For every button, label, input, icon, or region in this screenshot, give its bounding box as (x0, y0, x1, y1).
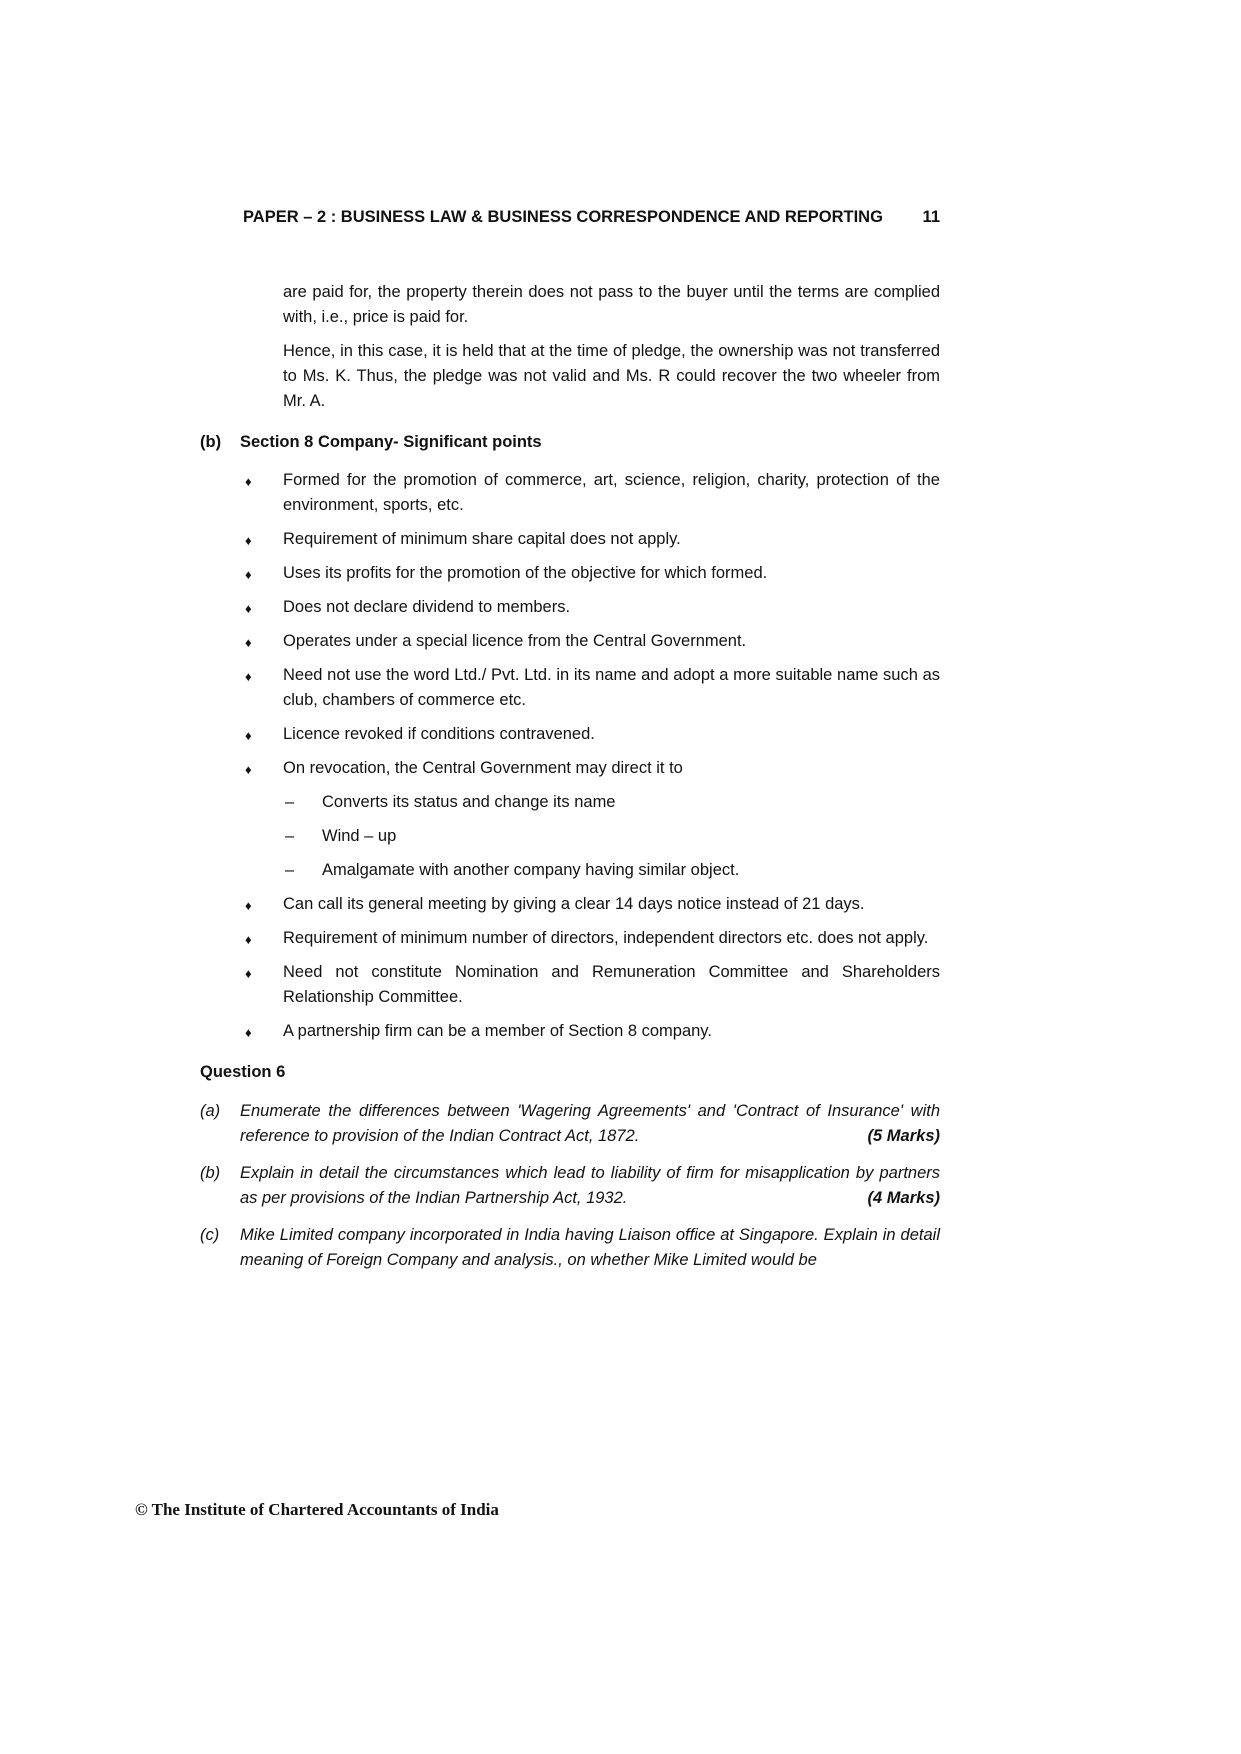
question-item-text: Enumerate the differences between 'Wagering Agreements' and 'Contract of Insurance' with reference to provision of the Indian Contract Act, 1872. (240, 1102, 940, 1145)
bullet-text: Does not declare dividend to members. (283, 598, 571, 616)
footer-copyright: © The Institute of Chartered Accountants of India (135, 1500, 499, 1519)
diamond-bullet-icon: ♦ (245, 966, 252, 981)
bullet-text: Formed for the promotion of commerce, art, science, religion, charity, protection of the environment, sports, etc. (283, 471, 940, 514)
bullet-item (200, 892, 940, 917)
question-item-text: Mike Limited company incorporated in India having Liaison office at Singapore. Explain in detail meaning of Foreign Company and analysis., on whether Mike Limited would be (240, 1226, 940, 1269)
sub-bullet-item (200, 790, 940, 815)
sub-bullet-text: Wind – up (322, 827, 397, 845)
diamond-bullet-icon: ♦ (245, 932, 252, 947)
dash-marker-icon: – (285, 827, 295, 845)
header-title: PAPER – 2 : BUSINESS LAW & BUSINESS CORRESPONDENCE AND REPORTING (243, 208, 883, 226)
bullet-text: Need not use the word Ltd./ Pvt. Ltd. in its name and adopt a more suitable name such as club, chambers of commerce etc. (283, 666, 940, 709)
bullet-item (200, 527, 940, 552)
body-paragraph: Hence, in this case, it is held that at the time of pledge, the ownership was not transferred to Ms. K. Thus, the pledge was not valid and Ms. R could recover the two wheeler from Mr. A. (283, 342, 940, 410)
bullet-item (200, 1019, 940, 1044)
diamond-bullet-icon: ♦ (245, 474, 252, 489)
question-item (200, 1161, 940, 1211)
question-item (200, 1099, 940, 1149)
bullet-text: Uses its profits for the promotion of the objective for which formed. (283, 564, 768, 582)
question-item-label: (c) (200, 1226, 220, 1244)
page-content (200, 205, 940, 1285)
diamond-bullet-icon: ♦ (245, 669, 252, 684)
bullet-text: A partnership firm can be a member of Section 8 company. (283, 1022, 712, 1040)
diamond-bullet-icon: ♦ (245, 1025, 252, 1040)
diamond-bullet-icon: ♦ (245, 635, 252, 650)
question-item-marks: (4 Marks) (867, 1189, 940, 1207)
bullet-item (200, 629, 940, 654)
question-item-marks: (5 Marks) (867, 1127, 940, 1145)
bullet-text: Requirement of minimum number of directors, independent directors etc. does not apply. (283, 929, 929, 947)
bullet-item (200, 468, 940, 518)
question-item-label: (b) (200, 1164, 221, 1182)
sub-bullet-text: Amalgamate with another company having similar object. (322, 861, 740, 879)
question-6-heading: Question 6 (200, 1063, 286, 1081)
diamond-bullet-icon: ♦ (245, 601, 252, 616)
question-item-label: (a) (200, 1102, 221, 1120)
diamond-bullet-icon: ♦ (245, 533, 252, 548)
bullet-text: Licence revoked if conditions contravened. (283, 725, 595, 743)
diamond-bullet-icon: ♦ (245, 762, 252, 777)
question-item-text: Explain in detail the circumstances which lead to liability of firm for misapplication by partners as per provisions of the Indian Partnership Act, 1932. (240, 1164, 940, 1207)
section-b-label: (b) (200, 433, 222, 451)
section-b-heading-row (200, 430, 940, 455)
bullet-item (200, 960, 940, 1010)
dash-marker-icon: – (285, 861, 295, 879)
bullet-text: Need not constitute Nomination and Remuneration Committee and Shareholders Relationship Committee. (283, 963, 940, 1006)
bullet-text: Requirement of minimum share capital does not apply. (283, 530, 681, 548)
bullet-item (200, 926, 940, 951)
diamond-bullet-icon: ♦ (245, 728, 252, 743)
sub-bullet-item (200, 824, 940, 849)
diamond-bullet-icon: ♦ (245, 898, 252, 913)
diamond-bullet-icon: ♦ (245, 567, 252, 582)
bullet-item (200, 722, 940, 747)
bullet-item (200, 663, 940, 713)
bullet-item (200, 595, 940, 620)
body-paragraph: are paid for, the property therein does not pass to the buyer until the terms are complied with, i.e., price is paid for. (283, 283, 940, 326)
sub-bullet-text: Converts its status and change its name (322, 793, 616, 811)
question-item (200, 1223, 940, 1273)
bullet-item (200, 756, 940, 781)
bullet-item (200, 561, 940, 586)
page-number: 11 (922, 208, 940, 226)
bullet-text: Operates under a special licence from the Central Government. (283, 632, 747, 650)
page-header (200, 205, 940, 230)
bullet-text: Can call its general meeting by giving a clear 14 days notice instead of 21 days. (283, 895, 865, 913)
section-b-heading: Section 8 Company- Significant points (240, 433, 542, 451)
sub-bullet-item (200, 858, 940, 883)
bullet-text: On revocation, the Central Government may direct it to (283, 759, 683, 777)
dash-marker-icon: – (285, 793, 295, 811)
